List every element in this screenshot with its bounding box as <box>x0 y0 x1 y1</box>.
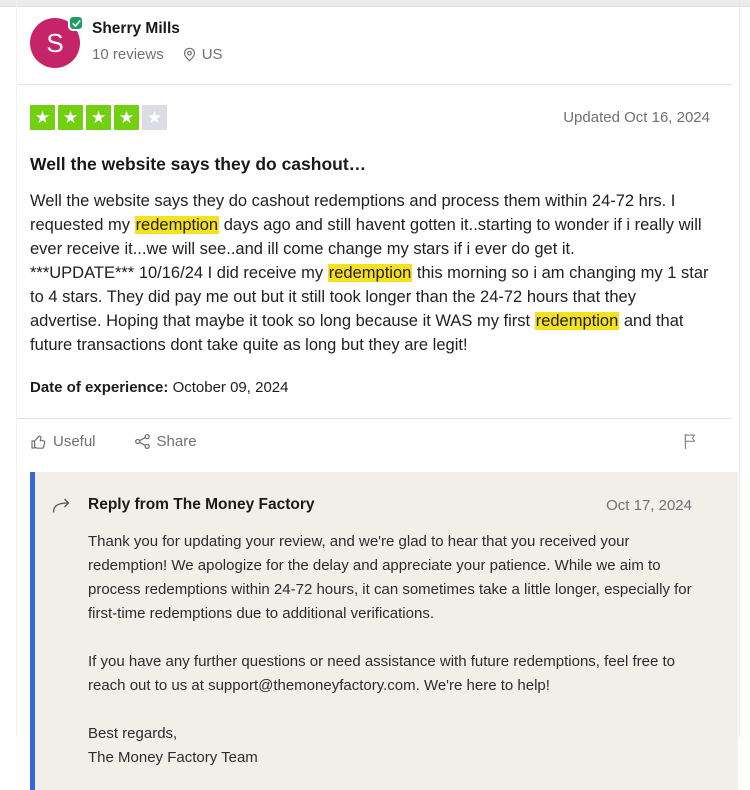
reply-paragraph: Best regards, The Money Factory Team <box>88 725 258 766</box>
body-text: Well the website says they do cashout redemptions and process them within 24-72 hrs. I requested my <box>30 192 676 234</box>
useful-button[interactable] <box>30 433 96 450</box>
star-rating <box>30 105 167 130</box>
body-text: days ago and still havent gotten it..starting to wonder if i really will ever receive it...we will see..and ill come change my stars if i ever do get it. <box>30 216 702 258</box>
body-text: this morning so i am changing my 1 star to 4 stars. They did pay me out but it still took longer than the 24-72 hours that they advertise. Hoping that maybe it took so long because it WAS my first <box>30 264 709 330</box>
share-button[interactable] <box>134 433 197 450</box>
date-of-experience-label: Date of experience: <box>30 379 169 396</box>
useful-label: Useful <box>53 433 96 450</box>
highlighted-text: redemption <box>135 216 219 234</box>
report-flag-button[interactable] <box>683 433 698 450</box>
star-icon: ★ <box>86 105 111 130</box>
avatar[interactable] <box>30 18 80 68</box>
review-header <box>30 18 710 68</box>
location-label: US <box>201 46 223 63</box>
actions-divider <box>18 418 732 419</box>
author-info <box>92 18 223 63</box>
star-icon: ★ <box>30 105 55 130</box>
reply-paragraph: If you have any further questions or need assistance with future redemptions, feel free to reach out to us at support@themoneyfactory.com. We're here to help! <box>88 653 675 694</box>
reply-arrow-icon <box>51 497 73 514</box>
actions-row <box>30 433 710 462</box>
reply-company-name: Reply from The Money Factory <box>88 496 315 513</box>
date-of-experience <box>30 379 710 396</box>
reply-paragraph: Thank you for updating your review, and we're glad to hear that you received your redemption! We apologize for the delay and appreciate your patience. While we aim to process redemptions within 24-72 hours, it can sometimes take a little longer, especially for first-time redemptions due to additional verifications. <box>88 533 692 622</box>
updated-date: Updated Oct 16, 2024 <box>563 109 710 126</box>
flag-icon <box>683 433 698 450</box>
location-pin-icon <box>182 47 197 62</box>
reply-header <box>51 496 692 514</box>
company-reply <box>30 472 738 790</box>
highlighted-text: redemption <box>328 264 412 282</box>
highlighted-text: redemption <box>535 312 619 330</box>
avatar-initial: S <box>30 18 80 68</box>
share-icon <box>134 433 151 450</box>
reviews-count: 10 reviews <box>92 46 164 63</box>
thumbs-up-icon <box>30 433 47 450</box>
star-icon: ★ <box>58 105 83 130</box>
reply-date: Oct 17, 2024 <box>606 496 692 514</box>
author-meta <box>92 46 223 63</box>
body-text: ***UPDATE*** 10/16/24 I did receive my <box>30 264 328 282</box>
review-body <box>30 189 710 357</box>
header-divider <box>18 84 732 85</box>
share-label: Share <box>156 433 197 450</box>
star-icon: ★ <box>114 105 139 130</box>
rating-row <box>30 105 710 130</box>
author-location <box>182 46 223 63</box>
body-text: and that future transactions dont take quite as long but they are legit! <box>30 312 684 354</box>
star-icon: ★ <box>142 105 167 130</box>
verified-check-icon <box>68 15 84 31</box>
review-title: Well the website says they do cashout… <box>30 154 367 174</box>
date-of-experience-value: October 09, 2024 <box>172 379 289 396</box>
reply-body <box>51 530 692 770</box>
author-name[interactable]: Sherry Mills <box>92 20 180 37</box>
